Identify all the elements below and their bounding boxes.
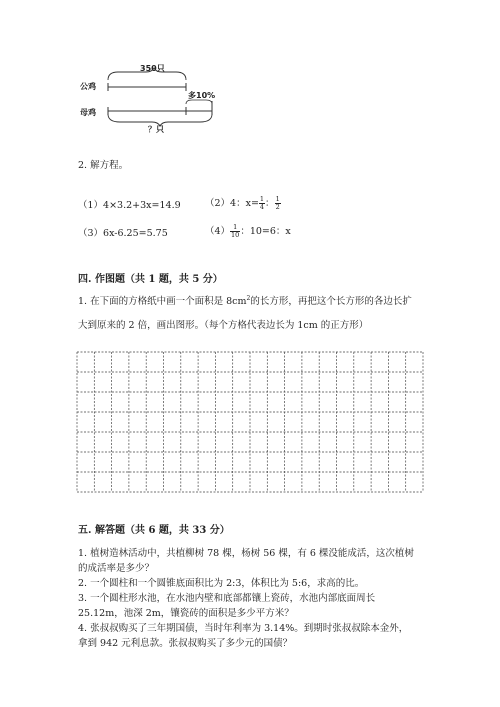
fraction-1-10: $\frac{1}{10}$	[231, 223, 240, 239]
top-brace	[108, 68, 186, 80]
unknown-label: ？只	[148, 125, 164, 134]
equation-1: （1）4×3.2+3x=14.9	[78, 200, 181, 211]
extra-brace	[186, 100, 212, 104]
fraction-1-2: $\frac{1}{2}$	[275, 195, 280, 211]
q2-title: 2. 解方程。	[78, 160, 129, 171]
section4-q1-line2: 大到原来的 2 倍，画出图形。（每个方格代表边长为 1cm 的正方形）	[78, 320, 369, 331]
section4-heading: 四. 作图题（共 1 题，共 5 分）	[78, 274, 223, 285]
bottom-brace	[108, 114, 212, 126]
hen-label: 母鸡	[80, 108, 96, 117]
rooster-label: 公鸡	[80, 82, 96, 91]
section5-line: 1. 植树造林活动中，共植柳树 78 棵，杨树 56 棵，有 6 棵没能成活，这次植树	[78, 548, 414, 559]
equation-4: （4） $\frac{1}{10}$ ：10=6：x	[205, 223, 291, 239]
fraction-1-4: $\frac{1}{4}$	[259, 195, 265, 211]
equation-3: （3）6x-6.25=5.75	[78, 228, 168, 239]
section5-heading: 五. 解答题（共 6 题，共 33 分）	[78, 525, 230, 536]
total-label: 350只	[140, 64, 165, 73]
section5-line: 25.12m，池深 2m，镶瓷砖的面积是多少平方米？	[78, 608, 294, 619]
more-percent-label: 多10%	[188, 91, 216, 100]
section5-line: 2. 一个圆柱和一个圆锥底面积比为 2:3，体积比为 5:6，求高的比。	[78, 578, 365, 589]
section5-line: 拿到 942 元利息款。张叔叔购买了多少元的国债？	[78, 638, 293, 649]
equation-2: （2）4：x= $\frac{1}{4}$ ： $\frac{1}{2}$	[205, 195, 280, 211]
section5-line: 4. 张叔叔购买了三年期国债，当时年利率为 3.14%。到期时张叔叔除本金外，	[78, 623, 409, 634]
segment-diagram-lines	[0, 0, 500, 140]
section4-q1-line1: 1. 在下面的方格纸中画一个面积是 $8cm^2$的长方形，再把这个长方形的各边长扩	[78, 294, 412, 307]
section5-line: 的成活率是多少？	[78, 563, 155, 574]
section5-line: 3. 一个圆柱形水池，在水池内壁和底部都镶上瓷砖，水池内部底面周长	[78, 593, 376, 604]
